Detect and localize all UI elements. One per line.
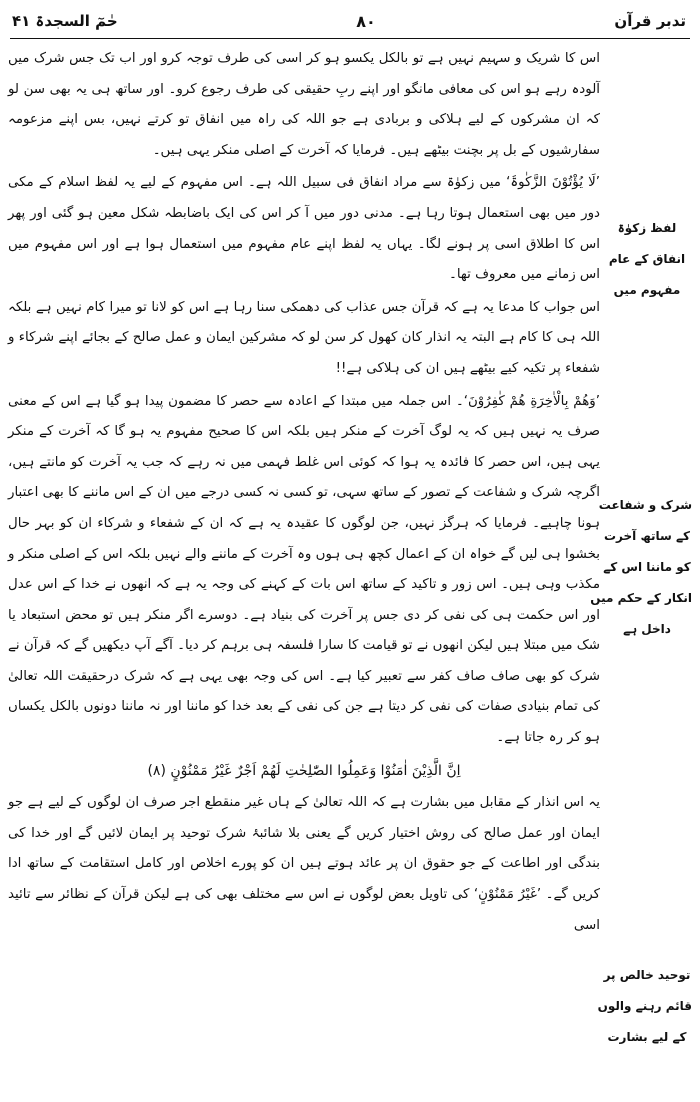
side-note-line: داخل ہے <box>623 622 671 636</box>
side-note-line: مفہوم میں <box>613 283 681 297</box>
side-note-line: انکار کے حکم میں <box>590 591 692 605</box>
paragraph: اس کا شریک و سہیم نہیں ہے تو بالکل یکسو ہو کر اسی کی طرف توجہ کرو اور اب تک جس شرک میں آلودہ رہے ہو اس کی معافی مانگو اور اپنے ربِ حقیقی کی طرف رجوع کرو۔ اور ساتھ ہی یہ بھی سن لو کہ ان مشرکوں کے لیے ہلاکی و بربادی ہے جو اللہ کی راہ میں انفاق تو کرتے نہیں، بس اپنے مزعومہ سفارشیوں کے بل پر بچنت بیٹھے ہیں۔ فرمایا کہ آخرت کے اصلی منکر یہی ہیں۔ <box>8 51 600 158</box>
side-note-line: توحید خالص پر <box>603 968 691 982</box>
side-note-line: کو ماننا اس کے <box>603 560 691 574</box>
main-text <box>8 44 600 943</box>
page-number: ۸۰ <box>356 11 376 31</box>
header-divider <box>10 38 690 39</box>
side-note-line: شرک و شفاعت <box>598 498 692 512</box>
surah-title: حٰمٓ السجدۃ ۴۱ <box>12 12 118 30</box>
paragraph: ’وَهُمْ بِالْاٰخِرَةِ هُمْ كٰفِرُوْنَ‘۔ اس جملہ میں مبتدا کے اعادہ سے حصر کا مضمون پیدا ہو گیا ہے اس کے معنی صرف یہ نہیں ہیں کہ یہ لوگ آخرت کے منکر ہیں بلکہ اس کا صحیح مفہوم یہ ہو گا کہ آخرت کے منکر یہی ہیں، اس حصر کا فائدہ یہ ہوا کہ کوئی اس غلط فہمی میں نہ رہے کہ جب یہ آخرت کو مانتے ہیں، اگرچہ شرک و شفاعت کے تصور کے ساتھ سہی، تو کسی نہ کسی درجے میں ان کے اس ماننے کا بھی اعتبار ہونا چاہیے۔ فرمایا کہ ہرگز نہیں، جن لوگوں کا عقیدہ یہ ہے کہ ان کے شفعاء و شرکاء ان کو بہر حال بخشوا ہی لیں گے خواہ ان کے اعمال کچھ ہی ہوں وہ آخرت کے ماننے والے نہیں بلکہ اس کے اصلی منکر و مکذب وہی ہیں۔ اس زور و تاکید کے ساتھ اس بات کے کہنے کی وجہ یہ ہے کہ انھوں نے خدا کے اس عدل اور اس حکمت ہی کی نفی کر دی جس پر آخرت کی بنیاد ہے۔ دوسرے اگر منکر ہیں تو محض استبعاد یا شک میں مبتلا ہیں لیکن انھوں نے تو قیامت کا سارا فلسفہ ہی برہم کر دیا۔ آگے آپ دیکھیں گے کہ قرآن نے شرک کو بھی صاف صاف کفر سے تعبیر کیا ہے۔ اس کی وجہ بھی یہی ہے کہ شرک درحقیقت اللہ تعالیٰ کی تمام بنیادی صفات کی نفی کر دیتا ہے جن کی نفی کے بعد خدا کو ماننا اور نہ ماننا دونوں بالکل یکساں ہو کر رہ جاتا ہے۔ <box>8 393 600 746</box>
side-note-line: قائم رہنے والوں <box>597 999 692 1013</box>
page-header <box>12 6 686 36</box>
side-note-zakat <box>602 213 692 306</box>
side-note-tawheed <box>597 960 692 1053</box>
quran-verse: اِنَّ الَّذِیْنَ اٰمَنُوْا وَعَمِلُوا الصّٰلِحٰتِ لَهُمْ اَجْرٌ غَیْرُ مَمْنُوْنٍ (۸) <box>147 762 461 779</box>
paragraph: یہ اس انذار کے مقابل میں بشارت ہے کہ اللہ تعالیٰ کے ہاں غیر منقطع اجر صرف ان لوگوں کے لیے ہے جو ایمان اور عمل صالح کی روش اختیار کریں گے یعنی بلا شائبۂ شرک توحید پر ایمان لائیں گے اور خدا کی بندگی اور اطاعت کے جو حقوق ان پر عائد ہوتے ہیں ان کو پورے اخلاص اور کامل استقامت کے ساتھ ادا کریں گے۔ ’غَیْرُ مَمْنُوْنٍ‘ کی تاویل بعض لوگوں نے اس سے مختلف بھی کی ہے لیکن قرآن کے نظائر سے تائید اسی <box>8 795 600 933</box>
running-title: تدبر قرآن <box>614 12 686 30</box>
side-note-line: کے ساتھ آخرت <box>603 529 691 543</box>
side-note-line: انفاق کے عام <box>608 252 686 266</box>
side-note-line: کے لیے بشارت <box>607 1030 687 1044</box>
side-note-line: لفظ زکوٰۃ <box>617 221 677 235</box>
paragraph: ’لَا یُؤْتُوْنَ الزَّکٰوۃَ‘ میں زکوٰۃ سے مراد انفاق فی سبیل اللہ ہے۔ اس مفہوم کے لیے یہ لفظ اسلام کے مکی دور میں بھی استعمال ہوتا رہا ہے۔ مدنی دور میں آ کر اس کی ایک باضابطہ شکل معین ہو گئی اور پھر اس کا اطلاق اسی پر ہونے لگا۔ یہاں یہ لفظ اپنے عام مفہوم میں استعمال ہوا ہے اور اس مفہوم میں اس زمانے میں معروف تھا۔ <box>8 175 600 283</box>
side-note-shirk <box>590 490 692 645</box>
paragraph: اس جواب کا مدعا یہ ہے کہ قرآن جس عذاب کی دھمکی سنا رہا ہے اس کو لانا تو میرا کام نہیں ہے بلکہ اللہ ہی کا کام ہے البتہ یہ انذار کان کھول کر سن لو کہ مشرکین ایمان و عمل صالح کے بجائے اپنے شرکاء و شفعاء پر تکیہ کیے بیٹھے ہیں ان کی ہلاکی ہے!! <box>8 299 600 376</box>
